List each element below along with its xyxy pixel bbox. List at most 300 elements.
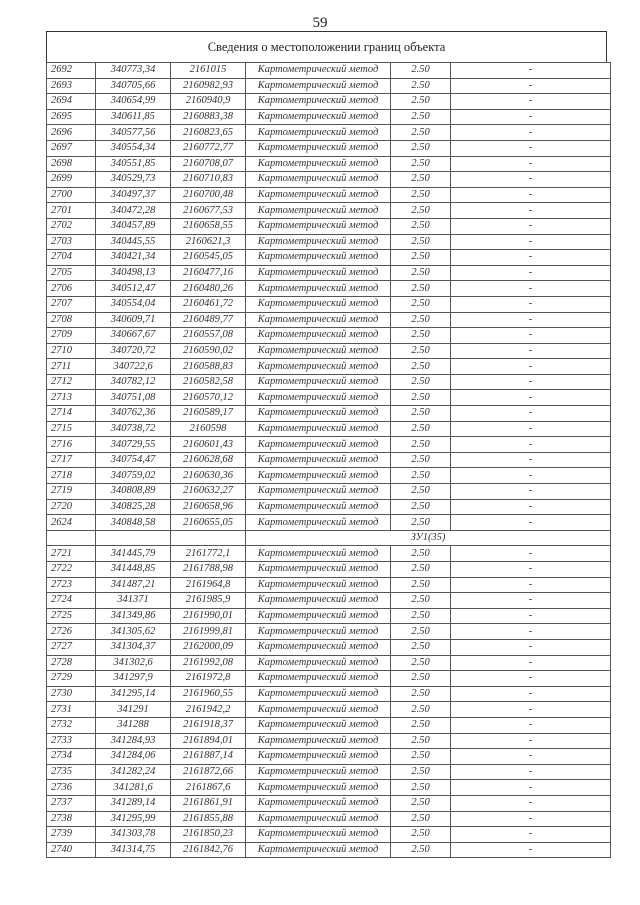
error-cell: 2.50 [391, 250, 451, 266]
method-cell: Картометрический метод [246, 109, 391, 125]
point-number: 2624 [47, 515, 96, 531]
x-coordinate: 340848,58 [96, 515, 171, 531]
point-number: 2717 [47, 452, 96, 468]
table-row [47, 655, 611, 671]
y-coordinate: 2160590,02 [171, 343, 246, 359]
description-cell: - [451, 827, 611, 843]
error-cell: 2.50 [391, 281, 451, 297]
y-coordinate: 2160710,83 [171, 172, 246, 188]
description-cell: - [451, 94, 611, 110]
x-coordinate: 340722,6 [96, 359, 171, 375]
method-cell: Картометрический метод [246, 296, 391, 312]
description-cell: - [451, 140, 611, 156]
y-coordinate: 2160588,83 [171, 359, 246, 375]
x-coordinate: 340609,71 [96, 312, 171, 328]
method-cell: Картометрический метод [246, 78, 391, 94]
description-cell: - [451, 702, 611, 718]
method-cell: Картометрический метод [246, 172, 391, 188]
table-row [47, 265, 611, 281]
point-number: 2712 [47, 374, 96, 390]
description-cell: - [451, 624, 611, 640]
description-cell: - [451, 811, 611, 827]
x-coordinate: 341304,37 [96, 639, 171, 655]
error-cell: 2.50 [391, 187, 451, 203]
point-number: 2737 [47, 795, 96, 811]
error-cell: 2.50 [391, 562, 451, 578]
method-cell: Картометрический метод [246, 94, 391, 110]
x-coordinate: 341295,99 [96, 811, 171, 827]
point-number: 2705 [47, 265, 96, 281]
point-number: 2695 [47, 109, 96, 125]
description-cell: - [451, 296, 611, 312]
point-number: 2704 [47, 250, 96, 266]
section-empty-left [47, 530, 96, 546]
description-cell: - [451, 499, 611, 515]
x-coordinate: 341349,86 [96, 608, 171, 624]
y-coordinate: 2161960,55 [171, 686, 246, 702]
description-cell: - [451, 608, 611, 624]
point-number: 2734 [47, 749, 96, 765]
table-row [47, 624, 611, 640]
method-cell: Картометрический метод [246, 234, 391, 250]
x-coordinate: 340611,85 [96, 109, 171, 125]
point-number: 2694 [47, 94, 96, 110]
method-cell: Картометрический метод [246, 374, 391, 390]
point-number: 2699 [47, 172, 96, 188]
method-cell: Картометрический метод [246, 328, 391, 344]
method-cell: Картометрический метод [246, 749, 391, 765]
method-cell: Картометрический метод [246, 515, 391, 531]
y-coordinate: 2161972,8 [171, 671, 246, 687]
error-cell: 2.50 [391, 827, 451, 843]
description-cell: - [451, 484, 611, 500]
method-cell: Картометрический метод [246, 468, 391, 484]
error-cell: 2.50 [391, 63, 451, 79]
table-row [47, 250, 611, 266]
rows-after [47, 546, 611, 858]
error-cell: 2.50 [391, 717, 451, 733]
method-cell: Картометрический метод [246, 452, 391, 468]
error-cell: 2.50 [391, 437, 451, 453]
y-coordinate: 2161964,8 [171, 577, 246, 593]
method-cell: Картометрический метод [246, 421, 391, 437]
method-cell: Картометрический метод [246, 624, 391, 640]
method-cell: Картометрический метод [246, 187, 391, 203]
description-cell: - [451, 437, 611, 453]
method-cell: Картометрический метод [246, 343, 391, 359]
method-cell: Картометрический метод [246, 780, 391, 796]
x-coordinate: 341302,6 [96, 655, 171, 671]
x-coordinate: 340577,56 [96, 125, 171, 141]
y-coordinate: 2161985,9 [171, 593, 246, 609]
description-cell: - [451, 343, 611, 359]
method-cell: Картометрический метод [246, 390, 391, 406]
point-number: 2718 [47, 468, 96, 484]
y-coordinate: 2161887,14 [171, 749, 246, 765]
point-number: 2722 [47, 562, 96, 578]
description-cell: - [451, 452, 611, 468]
x-coordinate: 340773,34 [96, 63, 171, 79]
point-number: 2740 [47, 842, 96, 858]
y-coordinate: 2160677,53 [171, 203, 246, 219]
description-cell: - [451, 203, 611, 219]
section-empty-x [96, 530, 171, 546]
error-cell: 2.50 [391, 359, 451, 375]
x-coordinate: 341303,78 [96, 827, 171, 843]
description-cell: - [451, 406, 611, 422]
x-coordinate: 340705,66 [96, 78, 171, 94]
method-cell: Картометрический метод [246, 795, 391, 811]
error-cell: 2.50 [391, 546, 451, 562]
error-cell: 2.50 [391, 671, 451, 687]
section-row [47, 530, 611, 546]
description-cell: - [451, 187, 611, 203]
method-cell: Картометрический метод [246, 499, 391, 515]
table-row [47, 218, 611, 234]
description-cell: - [451, 359, 611, 375]
description-cell: - [451, 421, 611, 437]
error-cell: 2.50 [391, 125, 451, 141]
table-row [47, 78, 611, 94]
method-cell: Картометрический метод [246, 359, 391, 375]
point-number: 2725 [47, 608, 96, 624]
table-row [47, 94, 611, 110]
x-coordinate: 340445,55 [96, 234, 171, 250]
x-coordinate: 340808,89 [96, 484, 171, 500]
table-row [47, 842, 611, 858]
error-cell: 2.50 [391, 624, 451, 640]
table-row [47, 406, 611, 422]
error-cell: 2.50 [391, 577, 451, 593]
y-coordinate: 2160477,16 [171, 265, 246, 281]
x-coordinate: 341314,75 [96, 842, 171, 858]
description-cell: - [451, 468, 611, 484]
method-cell: Картометрический метод [246, 218, 391, 234]
error-cell: 2.50 [391, 312, 451, 328]
point-number: 2733 [47, 733, 96, 749]
y-coordinate: 2161894,01 [171, 733, 246, 749]
error-cell: 2.50 [391, 328, 451, 344]
method-cell: Картометрический метод [246, 406, 391, 422]
y-coordinate: 2160601,43 [171, 437, 246, 453]
table-row [47, 671, 611, 687]
point-number: 2721 [47, 546, 96, 562]
point-number: 2708 [47, 312, 96, 328]
description-cell: - [451, 717, 611, 733]
y-coordinate: 2161990,01 [171, 608, 246, 624]
x-coordinate: 340754,47 [96, 452, 171, 468]
error-cell: 2.50 [391, 686, 451, 702]
point-number: 2711 [47, 359, 96, 375]
method-cell: Картометрический метод [246, 203, 391, 219]
method-cell: Картометрический метод [246, 140, 391, 156]
method-cell: Картометрический метод [246, 125, 391, 141]
boundary-sheet [46, 31, 607, 858]
y-coordinate: 2160632,27 [171, 484, 246, 500]
y-coordinate: 2161855,88 [171, 811, 246, 827]
x-coordinate: 340667,67 [96, 328, 171, 344]
y-coordinate: 2161942,2 [171, 702, 246, 718]
y-coordinate: 2161872,66 [171, 764, 246, 780]
point-number: 2735 [47, 764, 96, 780]
error-cell: 2.50 [391, 515, 451, 531]
error-cell: 2.50 [391, 842, 451, 858]
method-cell: Картометрический метод [246, 312, 391, 328]
table-row [47, 156, 611, 172]
table-row [47, 733, 611, 749]
x-coordinate: 340551,85 [96, 156, 171, 172]
error-cell: 2.50 [391, 78, 451, 94]
error-cell: 2.50 [391, 608, 451, 624]
error-cell: 2.50 [391, 795, 451, 811]
table-row [47, 343, 611, 359]
description-cell: - [451, 312, 611, 328]
error-cell: 2.50 [391, 639, 451, 655]
y-coordinate: 2160940,9 [171, 94, 246, 110]
table-row [47, 639, 611, 655]
y-coordinate: 2160982,93 [171, 78, 246, 94]
method-cell: Картометрический метод [246, 281, 391, 297]
point-number: 2726 [47, 624, 96, 640]
method-cell: Картометрический метод [246, 484, 391, 500]
y-coordinate: 2161015 [171, 63, 246, 79]
y-coordinate: 2160630,36 [171, 468, 246, 484]
method-cell: Картометрический метод [246, 562, 391, 578]
error-cell: 2.50 [391, 343, 451, 359]
point-number: 2720 [47, 499, 96, 515]
section-empty-y [171, 530, 246, 546]
y-coordinate: 2161992,08 [171, 655, 246, 671]
point-number: 2710 [47, 343, 96, 359]
method-cell: Картометрический метод [246, 593, 391, 609]
x-coordinate: 340554,04 [96, 296, 171, 312]
y-coordinate: 2160589,17 [171, 406, 246, 422]
x-coordinate: 340720,72 [96, 343, 171, 359]
point-number: 2716 [47, 437, 96, 453]
error-cell: 2.50 [391, 203, 451, 219]
y-coordinate: 2161842,76 [171, 842, 246, 858]
error-cell: 2.50 [391, 764, 451, 780]
method-cell: Картометрический метод [246, 639, 391, 655]
table-row [47, 780, 611, 796]
method-cell: Картометрический метод [246, 842, 391, 858]
description-cell: - [451, 780, 611, 796]
method-cell: Картометрический метод [246, 546, 391, 562]
x-coordinate: 341487,21 [96, 577, 171, 593]
table-row [47, 499, 611, 515]
table-row [47, 234, 611, 250]
y-coordinate: 2160461,72 [171, 296, 246, 312]
y-coordinate: 2160545,05 [171, 250, 246, 266]
description-cell: - [451, 593, 611, 609]
x-coordinate: 340457,89 [96, 218, 171, 234]
table-row [47, 562, 611, 578]
point-number: 2739 [47, 827, 96, 843]
table-row [47, 359, 611, 375]
error-cell: 2.50 [391, 421, 451, 437]
description-cell: - [451, 655, 611, 671]
x-coordinate: 341284,93 [96, 733, 171, 749]
point-number: 2729 [47, 671, 96, 687]
y-coordinate: 2160883,38 [171, 109, 246, 125]
description-cell: - [451, 749, 611, 765]
description-cell: - [451, 78, 611, 94]
method-cell: Картометрический метод [246, 764, 391, 780]
x-coordinate: 340762,36 [96, 406, 171, 422]
error-cell: 2.50 [391, 749, 451, 765]
point-number: 2701 [47, 203, 96, 219]
point-number: 2707 [47, 296, 96, 312]
table-row [47, 717, 611, 733]
y-coordinate: 2161850,23 [171, 827, 246, 843]
y-coordinate: 2160557,08 [171, 328, 246, 344]
error-cell: 2.50 [391, 109, 451, 125]
y-coordinate: 2160823,65 [171, 125, 246, 141]
error-cell: 2.50 [391, 296, 451, 312]
x-coordinate: 340759,02 [96, 468, 171, 484]
table-row [47, 764, 611, 780]
x-coordinate: 340751,08 [96, 390, 171, 406]
table-row [47, 63, 611, 79]
error-cell: 2.50 [391, 172, 451, 188]
table-title: Сведения о местоположении границ объекта [46, 31, 607, 62]
table-row [47, 702, 611, 718]
y-coordinate: 2161772,1 [171, 546, 246, 562]
point-number: 2697 [47, 140, 96, 156]
error-cell: 2.50 [391, 655, 451, 671]
x-coordinate: 341288 [96, 717, 171, 733]
x-coordinate: 340825,28 [96, 499, 171, 515]
description-cell: - [451, 795, 611, 811]
coordinates-table [46, 62, 611, 858]
y-coordinate: 2161867,6 [171, 780, 246, 796]
error-cell: 2.50 [391, 452, 451, 468]
x-coordinate: 340554,34 [96, 140, 171, 156]
error-cell: 2.50 [391, 390, 451, 406]
method-cell: Картометрический метод [246, 671, 391, 687]
table-row [47, 437, 611, 453]
y-coordinate: 2160628,68 [171, 452, 246, 468]
table-row [47, 468, 611, 484]
description-cell: - [451, 562, 611, 578]
point-number: 2715 [47, 421, 96, 437]
description-cell: - [451, 250, 611, 266]
method-cell: Картометрический метод [246, 265, 391, 281]
section-label: ЗУ1(35) [246, 530, 611, 546]
method-cell: Картометрический метод [246, 437, 391, 453]
error-cell: 2.50 [391, 94, 451, 110]
error-cell: 2.50 [391, 140, 451, 156]
x-coordinate: 341371 [96, 593, 171, 609]
table-row [47, 686, 611, 702]
method-cell: Картометрический метод [246, 156, 391, 172]
point-number: 2736 [47, 780, 96, 796]
table-row [47, 795, 611, 811]
x-coordinate: 341284,06 [96, 749, 171, 765]
x-coordinate: 341289,14 [96, 795, 171, 811]
table-row [47, 577, 611, 593]
method-cell: Картометрический метод [246, 702, 391, 718]
x-coordinate: 341297,9 [96, 671, 171, 687]
description-cell: - [451, 686, 611, 702]
y-coordinate: 2160480,26 [171, 281, 246, 297]
y-coordinate: 2160582,58 [171, 374, 246, 390]
point-number: 2692 [47, 63, 96, 79]
point-number: 2713 [47, 390, 96, 406]
x-coordinate: 341282,24 [96, 764, 171, 780]
error-cell: 2.50 [391, 265, 451, 281]
error-cell: 2.50 [391, 218, 451, 234]
table-row [47, 827, 611, 843]
point-number: 2719 [47, 484, 96, 500]
y-coordinate: 2161918,37 [171, 717, 246, 733]
section-header-group [47, 530, 611, 546]
page-number: 59 [312, 15, 328, 31]
table-row [47, 811, 611, 827]
table-row [47, 328, 611, 344]
table-row [47, 608, 611, 624]
description-cell: - [451, 281, 611, 297]
description-cell: - [451, 63, 611, 79]
description-cell: - [451, 639, 611, 655]
table-row [47, 515, 611, 531]
description-cell: - [451, 733, 611, 749]
y-coordinate: 2162000,09 [171, 639, 246, 655]
table-row [47, 187, 611, 203]
y-coordinate: 2161999,81 [171, 624, 246, 640]
table-row [47, 374, 611, 390]
description-cell: - [451, 109, 611, 125]
description-cell: - [451, 764, 611, 780]
error-cell: 2.50 [391, 484, 451, 500]
table-row [47, 125, 611, 141]
y-coordinate: 2160570,12 [171, 390, 246, 406]
description-cell: - [451, 577, 611, 593]
error-cell: 2.50 [391, 811, 451, 827]
x-coordinate: 340782,12 [96, 374, 171, 390]
description-cell: - [451, 671, 611, 687]
method-cell: Картометрический метод [246, 608, 391, 624]
error-cell: 2.50 [391, 733, 451, 749]
x-coordinate: 340729,55 [96, 437, 171, 453]
x-coordinate: 341295,14 [96, 686, 171, 702]
method-cell: Картометрический метод [246, 733, 391, 749]
table-row [47, 546, 611, 562]
y-coordinate: 2160598 [171, 421, 246, 437]
method-cell: Картометрический метод [246, 63, 391, 79]
y-coordinate: 2160772,77 [171, 140, 246, 156]
y-coordinate: 2160655,05 [171, 515, 246, 531]
x-coordinate: 340421,34 [96, 250, 171, 266]
point-number: 2732 [47, 717, 96, 733]
x-coordinate: 341305,62 [96, 624, 171, 640]
error-cell: 2.50 [391, 468, 451, 484]
point-number: 2706 [47, 281, 96, 297]
method-cell: Картометрический метод [246, 827, 391, 843]
description-cell: - [451, 374, 611, 390]
description-cell: - [451, 390, 611, 406]
description-cell: - [451, 842, 611, 858]
y-coordinate: 2160700,48 [171, 187, 246, 203]
table-row [47, 452, 611, 468]
rows-before [47, 63, 611, 531]
method-cell: Картометрический метод [246, 717, 391, 733]
table-row [47, 296, 611, 312]
description-cell: - [451, 546, 611, 562]
y-coordinate: 2161861,91 [171, 795, 246, 811]
description-cell: - [451, 328, 611, 344]
table-row [47, 312, 611, 328]
